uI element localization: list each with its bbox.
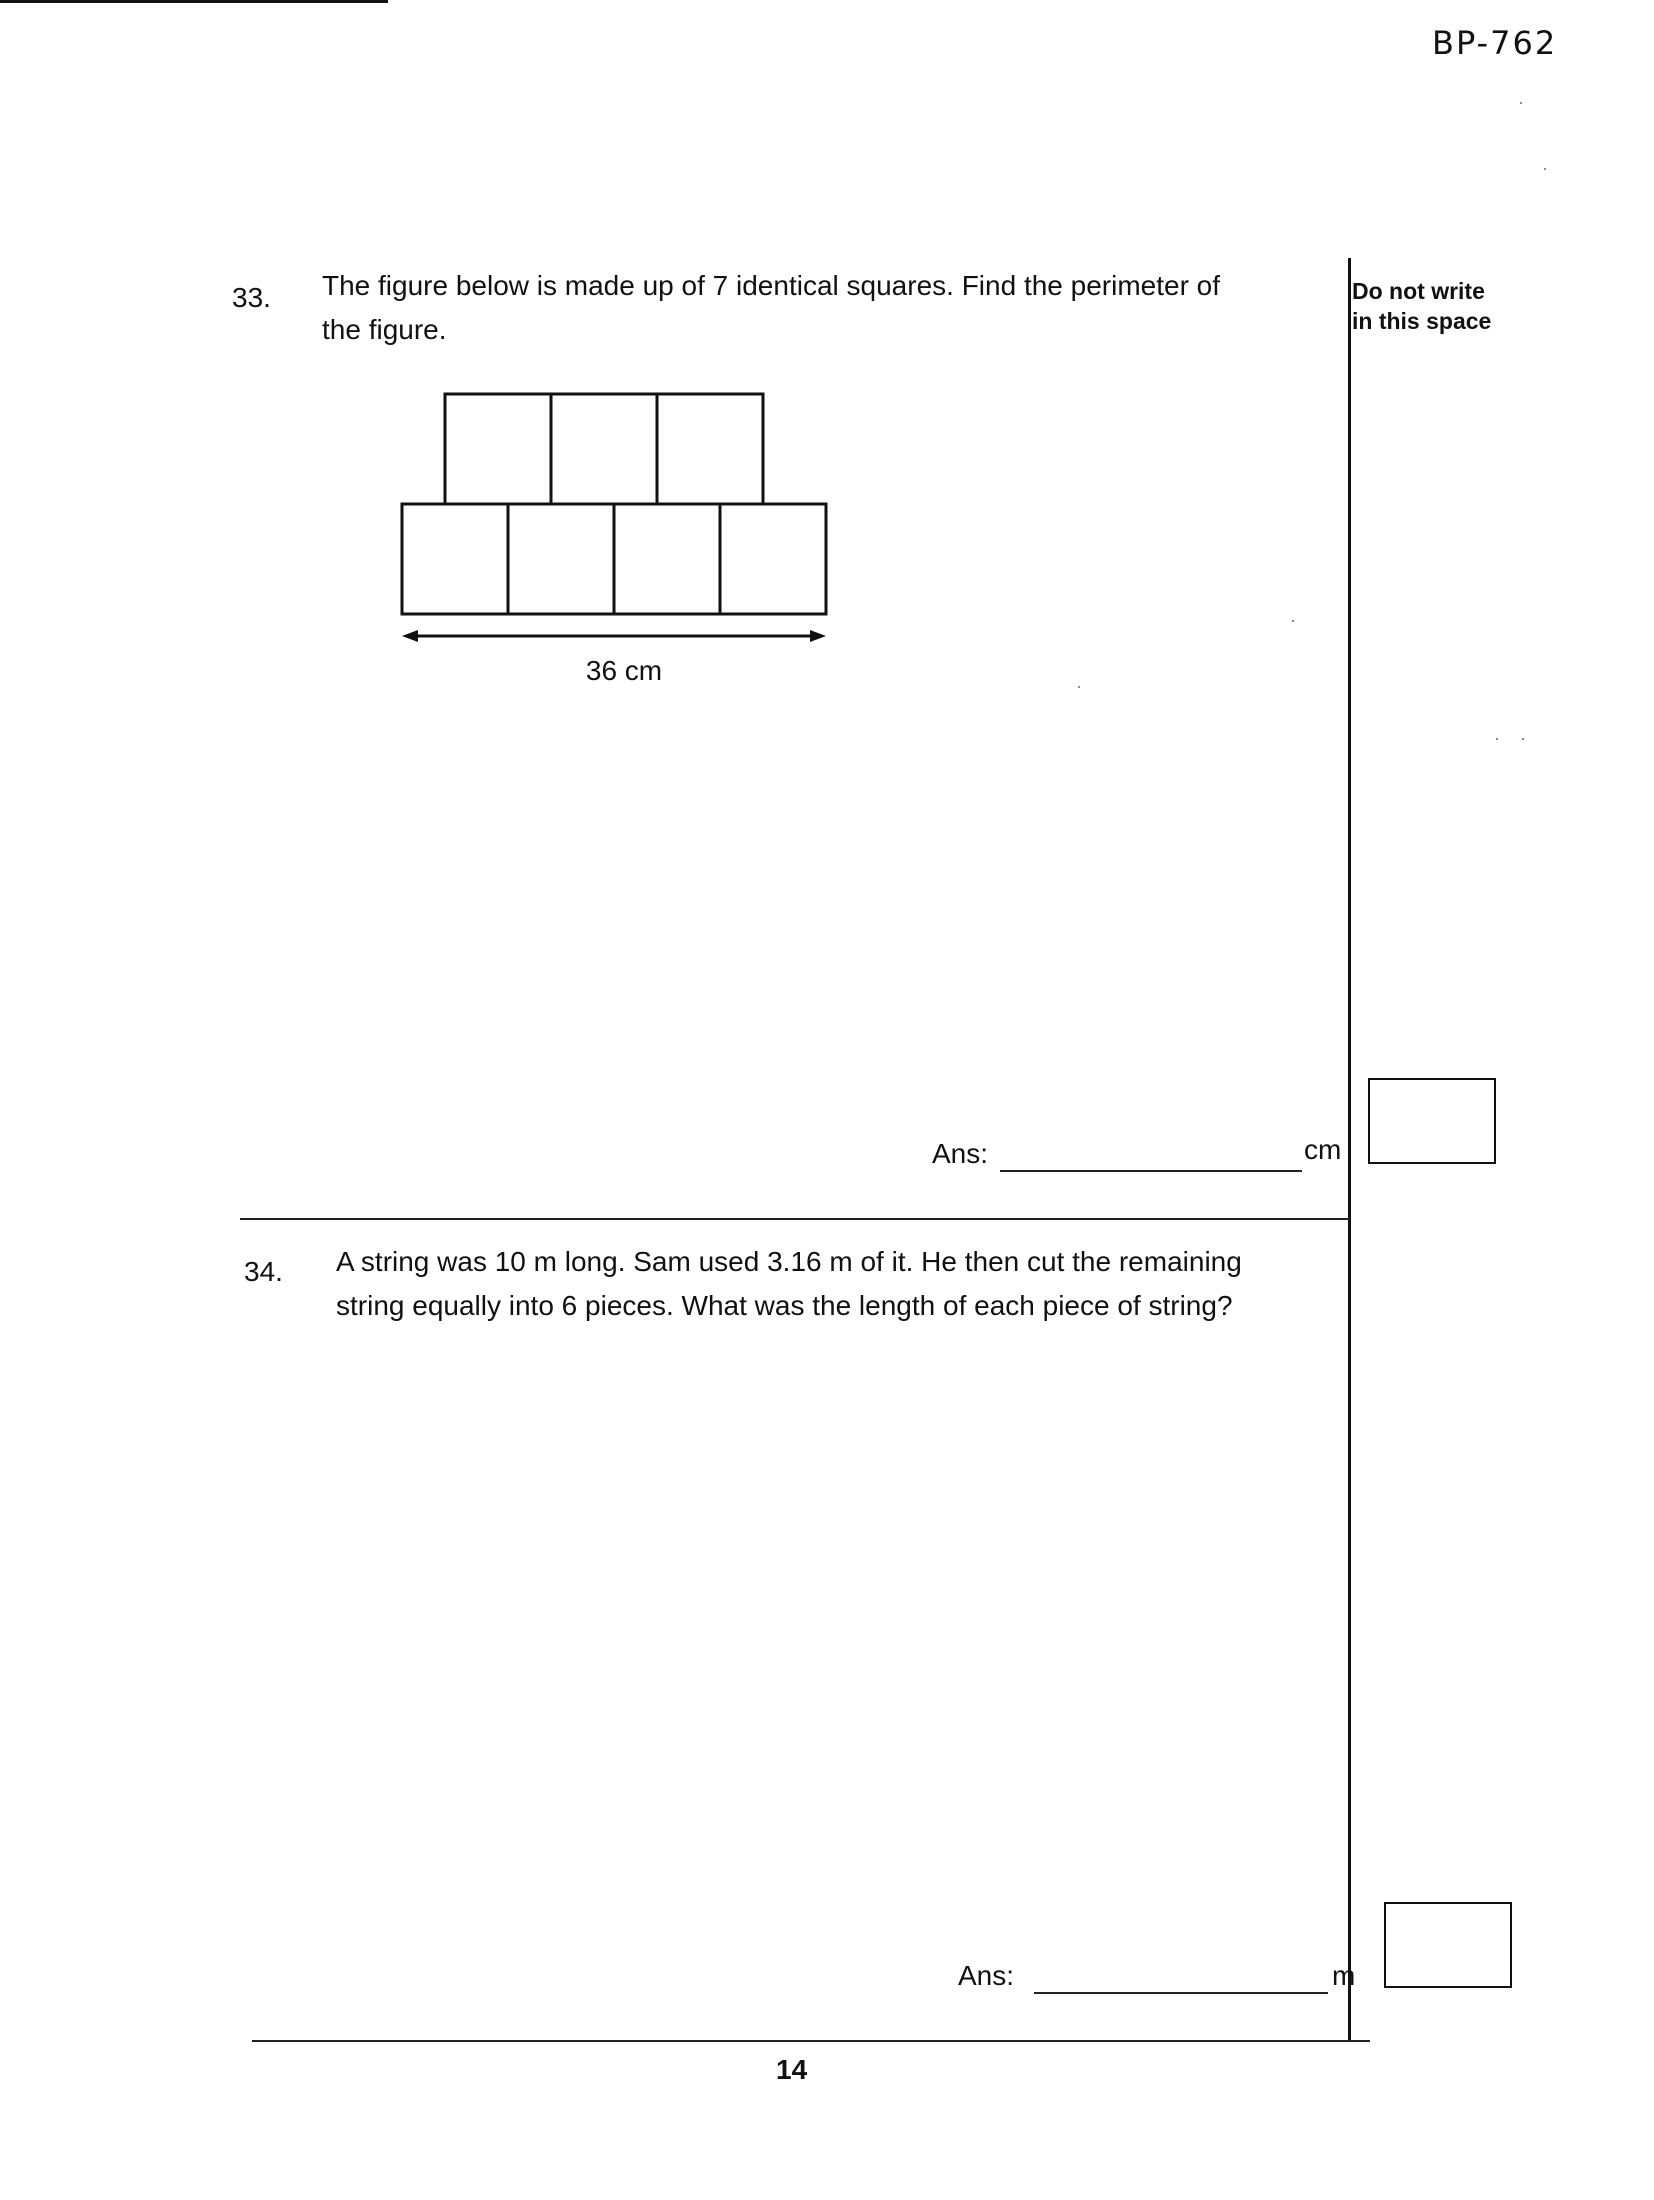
question-33-answer-unit: cm (1304, 1134, 1342, 1165)
question-34-text-line1: A string was 10 m long. Sam used 3.16 m of it. He then cut the remaining (336, 1246, 1242, 1277)
question-33-number: 33. (232, 282, 271, 313)
square-bottom-2 (508, 504, 614, 614)
question-34-answer-line[interactable] (1034, 1992, 1328, 1994)
bottom-rule (252, 2040, 1370, 2042)
arrowhead-right (810, 630, 826, 642)
square-top-2 (551, 394, 657, 504)
square-bottom-1 (402, 504, 508, 614)
scan-speck (1544, 168, 1546, 170)
square-top-3 (657, 394, 763, 504)
scan-speck (1522, 738, 1524, 740)
question-34-answer-label: Ans: (958, 1960, 1015, 1991)
page-number: 14 (776, 2054, 808, 2085)
question-33-answer-label: Ans: (932, 1138, 989, 1169)
question-33-text (322, 264, 1220, 352)
bottom-row-squares (402, 504, 826, 614)
question-34-score-box (1384, 1902, 1512, 1988)
question-33-score-box (1368, 1078, 1496, 1164)
arrowhead-left (402, 630, 418, 642)
question-33-answer-line[interactable] (1000, 1170, 1302, 1172)
dimension-arrow (402, 630, 826, 642)
margin-note-line1: Do not write (1352, 278, 1485, 304)
dimension-label: 36 cm (585, 655, 663, 686)
question-34-text-line2: string equally into 6 pieces. What was the length of each piece of string? (336, 1290, 1233, 1321)
scan-speck (1078, 686, 1080, 688)
question-separator (240, 1218, 1350, 1220)
top-row-squares (445, 394, 763, 504)
square-bottom-3 (614, 504, 720, 614)
question-34-text (336, 1240, 1242, 1328)
margin-divider (1348, 258, 1351, 2040)
square-top-1 (445, 394, 551, 504)
question-33-text-line1: The figure below is made up of 7 identical squares. Find the perimeter of (322, 270, 1221, 301)
margin-note (1352, 276, 1491, 336)
margin-note-line2: in this space (1352, 308, 1492, 334)
question-34-answer-unit: m (1332, 1960, 1356, 1991)
seven-squares-figure (390, 378, 850, 698)
scan-speck (1520, 102, 1522, 104)
top-edge-rule (0, 0, 388, 3)
question-34-number: 34. (244, 1256, 283, 1287)
scan-speck (1496, 738, 1498, 740)
paper-code: BP-762 (1432, 24, 1558, 62)
scan-speck (1292, 620, 1294, 622)
square-bottom-4 (720, 504, 826, 614)
question-33-text-line2: the figure. (322, 314, 447, 345)
